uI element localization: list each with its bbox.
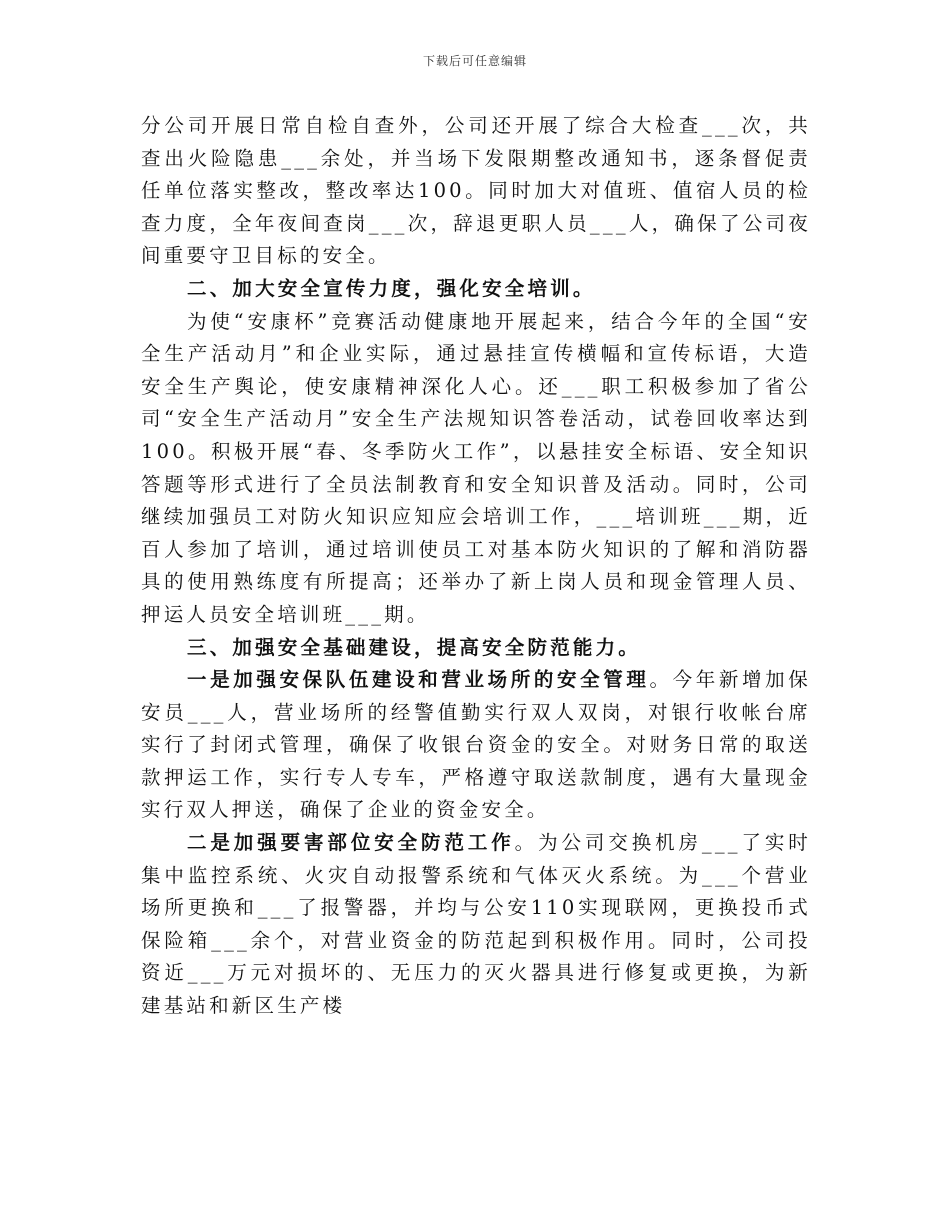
- page-header-note: 下载后可任意编辑: [422, 54, 527, 68]
- paragraph-body-key-areas: 。为公司交换机房___了实时集中监控系统、火灾自动报警系统和气体灭火系统。为___个营业场所更换和___了报警器，并均与公安110实现联网，更换投币式保险箱___余个，对营业资金的防范起到积极作用。同时，公司投资近___万元对损坏的、无压力的灭火器具进行修复或更换，为新建基站和新区生产楼: [141, 831, 811, 1018]
- paragraph-publicity-training: 为使“安康杯”竞赛活动健康地开展起来，结合今年的全国“安全生产活动月”和企业实际，通过悬挂宣传横幅和宣传标语，大造安全生产舆论，使安康精神深化人心。还___职工积极参加了省公司“安全生产活动月”安全生产法规知识答卷活动，试卷回收率达到100。积极开展“春、冬季防火工作”，以悬挂安全标语、安全知识答题等形式进行了全员法制教育和安全知识普及活动。同时，公司继续加强员工对防火知识应知应会培训工作，___培训班___期，近百人参加了培训，通过培训使员工对基本防火知识的了解和消防器具的使用熟练度有所提高；还举办了新上岗人员和现金管理人员、押运人员安全培训班___期。: [141, 309, 811, 626]
- paragraph-lead-key-areas: 二是加强要害部位安全防范工作: [187, 831, 515, 855]
- paragraph-security-team: [141, 664, 811, 827]
- paragraph-body-security-team: 。今年新增加保安员___人，营业场所的经警值勤实行双人双岗，对银行收帐台席实行了封闭式管理，确保了收银台资金的安全。对财务日常的取送款押运工作，实行专人专车，严格遵守取送款制度，遇有大量现金实行双人押送，确保了企业的资金安全。: [141, 668, 811, 822]
- document-body: [141, 110, 811, 1023]
- paragraph-inspection: 分公司开展日常自检自查外，公司还开展了综合大检查___次，共查出火险隐患___余处，并当场下发限期整改通知书，逐条督促责任单位落实整改，整改率达100。同时加大对值班、值宿人员的检查力度，全年夜间查岗___次，辞退更职人员___人，确保了公司夜间重要守卫目标的安全。: [141, 114, 811, 268]
- section-heading-2: 二、加大安全宣传力度，强化安全培训。: [187, 276, 596, 300]
- section-heading-3: 三、加强安全基础建设，提高安全防范能力。: [187, 635, 642, 659]
- paragraph-lead-security-team: 一是加强安保队伍建设和营业场所的安全管理: [187, 668, 650, 692]
- paragraph-key-areas: [141, 827, 811, 1023]
